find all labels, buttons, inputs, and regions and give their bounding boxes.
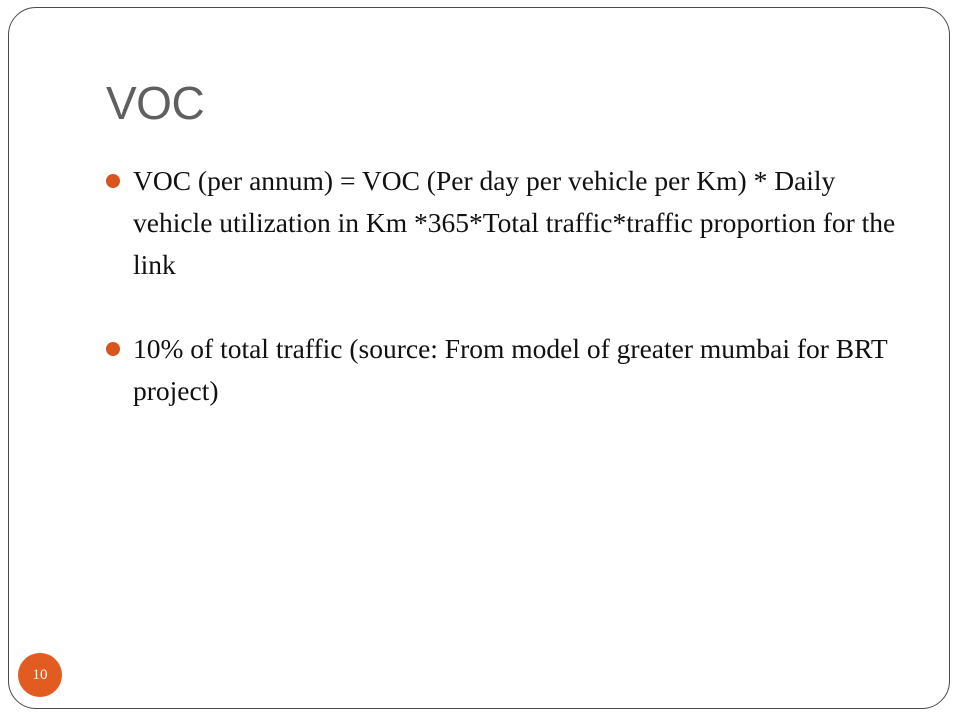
page-number-badge: 10 [18,653,62,697]
bullet-text: VOC (per annum) = VOC (Per day per vehicle per Km) * Daily vehicle utilization in Km *365*Total traffic*traffic proportion for the link [133,165,896,280]
slide-title: VOC [106,77,205,129]
bullet-item-formula [106,160,896,286]
bullet-dot-icon [106,174,120,188]
bullet-text: 10% of total traffic (source: From model of greater mumbai for BRT project) [133,333,888,406]
bullet-item-traffic-share [106,328,896,412]
slide-body [106,160,896,412]
bullet-dot-icon [106,342,120,356]
